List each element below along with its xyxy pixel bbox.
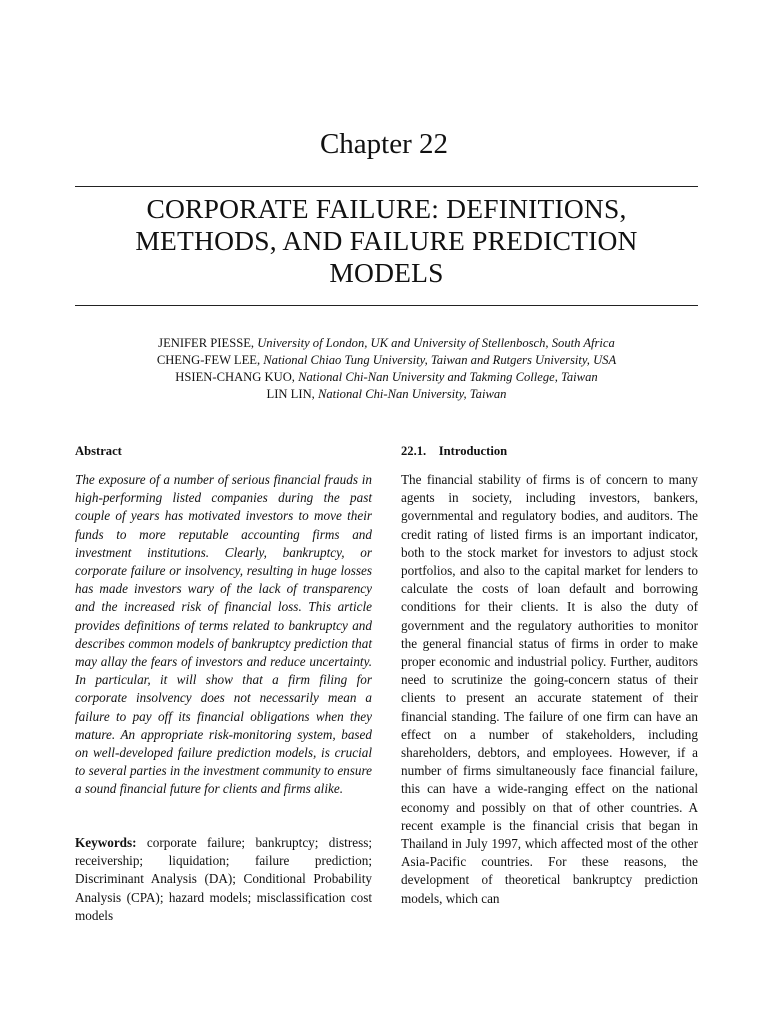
author-name: JENIFER PIESSE, bbox=[158, 336, 255, 350]
author-affiliation: National Chiao Tung University, Taiwan and Rutgers University, USA bbox=[263, 353, 617, 367]
title-line: METHODS, AND FAILURE PREDICTION bbox=[135, 225, 638, 256]
keywords-paragraph bbox=[75, 834, 372, 925]
author-line bbox=[60, 352, 713, 369]
keywords-label: Keywords: bbox=[75, 835, 137, 850]
author-line bbox=[60, 335, 713, 352]
author-list bbox=[60, 335, 713, 403]
author-affiliation: National Chi-Nan University, Taiwan bbox=[317, 387, 507, 401]
author-name: CHENG-FEW LEE, bbox=[156, 353, 261, 367]
author-line bbox=[60, 369, 713, 386]
chapter-number: Chapter 22 bbox=[319, 128, 449, 160]
author-affiliation: University of London, UK and University of Stellenbosch, South Africa bbox=[257, 336, 615, 350]
author-affiliation: National Chi-Nan University and Takming College, Taiwan bbox=[298, 370, 598, 384]
chapter-title bbox=[75, 193, 698, 289]
keywords-text: corporate failure; bankruptcy; distress; receivership; liquidation; failure prediction; Discriminant Analysis (DA); Conditional Probability Analysis (CPA); hazard models; misclassification cost models bbox=[75, 835, 372, 923]
title-line: CORPORATE FAILURE: DEFINITIONS, bbox=[146, 193, 627, 224]
introduction-heading: 22.1. Introduction bbox=[401, 444, 508, 458]
title-bottom-rule bbox=[75, 305, 698, 306]
abstract-heading: Abstract bbox=[75, 444, 122, 458]
abstract-body: The exposure of a number of serious financial frauds in high-performing listed companies during the past couple of years has motivated investors to move their funds to more reputable accounting firms and investment institutions. Clearly, bankruptcy, or corporate failure or insolvency, resulting in huge losses has made investors wary of the lack of transparency and the increased risk of financial loss. This article provides definitions of terms related to bankruptcy and describes common models of bankruptcy prediction that may allay the fears of investors and reduce uncertainty. In particular, it will show that a firm filing for corporate insolvency does not necessarily mean a failure to pay off its financial obligations when they mature. An appropriate risk-monitoring system, based on well-developed failure prediction models, is crucial to several parties in the investment community to ensure a sound financial future for clients and firms alike. bbox=[75, 472, 372, 797]
title-line: MODELS bbox=[329, 257, 444, 288]
introduction-body: The financial stability of firms is of concern to many agents in society, including investors, bankers, governmental and regulatory bodies, and auditors. The credit rating of listed firms is an important indicator, both to the stock market for investors to adjust stock portfolios, and also to the capital market for lenders to calculate the costs of loan default and borrowing conditions for their clients. It is also the duty of government and the regulatory authorities to monitor the general financial status of firms in order to make proper economic and industrial policy. Further, auditors need to scrutinize the going-concern status of their clients to present an accurate statement of their financial standing. The failure of one firm can have an effect on a number of stakeholders, including shareholders, debtors, and employees. However, if a number of firms simultaneously face financial failure, this can have a wide-ranging effect on the national economy and possibly on that of other countries. A recent example is the financial crisis that began in Thailand in July 1997, which affected most of the other Asia-Pacific countries. For these reasons, the development of theoretical bankruptcy prediction models, which can bbox=[401, 472, 698, 906]
author-name: LIN LIN, bbox=[266, 387, 315, 401]
title-top-rule bbox=[75, 186, 698, 187]
author-name: HSIEN-CHANG KUO, bbox=[175, 370, 295, 384]
author-line bbox=[60, 386, 713, 403]
